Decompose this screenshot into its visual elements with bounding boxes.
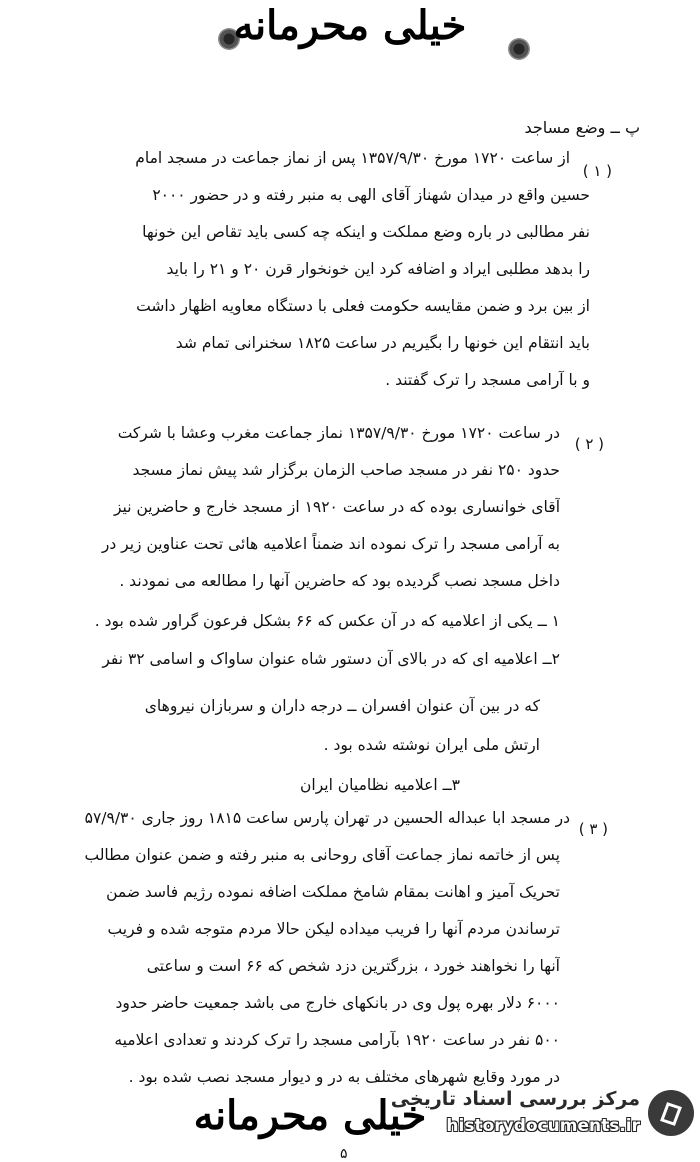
text-line: باید انتقام این خونها را بگیریم در ساعت ۱۸۲۵ سخنرانی تمام شد [175, 334, 590, 352]
paragraph-1 [50, 140, 590, 399]
text-line: در مورد وقایع شهرهای مختلف به در و دیوار مسجد نصب شده بود . [128, 1068, 560, 1086]
watermark-title: مرکز بررسی اسناد تاریخی [390, 1088, 640, 1110]
text-line: ۵۰۰ نفر در ساعت ۱۹۲۰ بآرامی مسجد را ترک کردند و تعدادی اعلامیه [114, 1031, 560, 1049]
section-heading: پ ــ وضع مساجد [524, 118, 640, 137]
text-line: ۶۰۰۰ دلار بهره پول وی در بانکهای خارج می باشد جمعیت حاضر حدود [115, 994, 560, 1012]
item-marker: ( ۱ ) [582, 162, 612, 180]
watermark [374, 1086, 694, 1144]
text-line: در مسجد ابا عبداله الحسین در تهران پارس ساعت ۱۸۱۵ روز جاری ۵۷/۹/۳۰ [84, 809, 570, 827]
text-line: نفر مطالبی در باره وضع مملکت و اینکه چه کسی باید تقاص این خونها [142, 223, 590, 241]
watermark-url[interactable]: historydocuments.ir [446, 1116, 640, 1136]
document-archive-logo-icon [648, 1090, 694, 1136]
text-line: آنها را نخواهند خورد ، بزرگترین دزد شخص که ۶۶ است و ساعتی [146, 957, 560, 975]
text-line: را بدهد مطلبی ایراد و اضافه کرد این خونخوار قرن ۲۰ و ۲۱ را باید [166, 260, 590, 278]
text-line: از ساعت ۱۷۲۰ مورخ ۱۳۵۷/۹/۳۰ پس از نماز جماعت در مسجد امام [135, 149, 570, 167]
item-marker: ( ۲ ) [574, 435, 604, 453]
text-line: آقای خوانساری بوده که در ساعت ۱۹۲۰ از مسجد خارج و حاضرین نیز [113, 498, 560, 516]
list-item: ۳ــ اعلامیه نظامیان ایران [300, 776, 460, 794]
text-line: در ساعت ۱۷۲۰ مورخ ۱۳۵۷/۹/۳۰ نماز جماعت مغرب وعشا با شرکت [117, 424, 560, 442]
page-number: ۵ [340, 1146, 348, 1162]
paragraph-2 [40, 415, 560, 600]
text-line: از بین برد و ضمن مقایسه حکومت فعلی با دستگاه معاویه اظهار داشت [136, 297, 590, 315]
classification-header: خیلی محرمانه [233, 2, 467, 49]
list-item: ۱ ــ یکی از اعلامیه که در آن عکس که ۶۶ بشکل فرعون گراور شده بود . [94, 612, 560, 630]
text-line: تحریک آمیز و اهانت بمقام شامخ مملکت اضافه نموده رژیم فاسد ضمن [106, 883, 560, 901]
list-item: ارتش ملی ایران نوشته شده بود . [323, 736, 540, 754]
classification-footer: خیلی محرمانه [193, 1092, 427, 1139]
paragraph-3 [30, 800, 570, 1096]
text-line: به آرامی مسجد را ترک نموده اند ضمناً اعلامیه هائی تحت عناوین زیر در [101, 535, 560, 553]
text-line: حدود ۲۵۰ نفر در مسجد صاحب الزمان برگزار شد پیش نماز مسجد [132, 461, 560, 479]
text-line: داخل مسجد نصب گردیده بود که حاضرین آنها را مطالعه می نمودند . [119, 572, 560, 590]
text-line: پس از خاتمه نماز جماعت آقای روحانی به منبر رفته و ضمن عنوان مطالب [84, 846, 560, 864]
text-line: ترساندن مردم آنها را فریب میداده لیکن حالا مردم متوجه شده و فریب [107, 920, 560, 938]
list-item: ۲ــ اعلامیه ای که در بالای آن دستور شاه عنوان ساواک و اسامی ۳۲ نفر [102, 650, 560, 668]
text-line: حسین واقع در میدان شهناز آقای الهی به منبر رفته و در حضور ۲۰۰۰ [152, 186, 590, 204]
list-item: که در بین آن عنوان افسران ــ درجه داران و سربازان نیروهای [144, 697, 540, 715]
text-line: و با آرامی مسجد را ترک گفتند . [385, 371, 590, 389]
item-marker: ( ۳ ) [578, 820, 608, 838]
